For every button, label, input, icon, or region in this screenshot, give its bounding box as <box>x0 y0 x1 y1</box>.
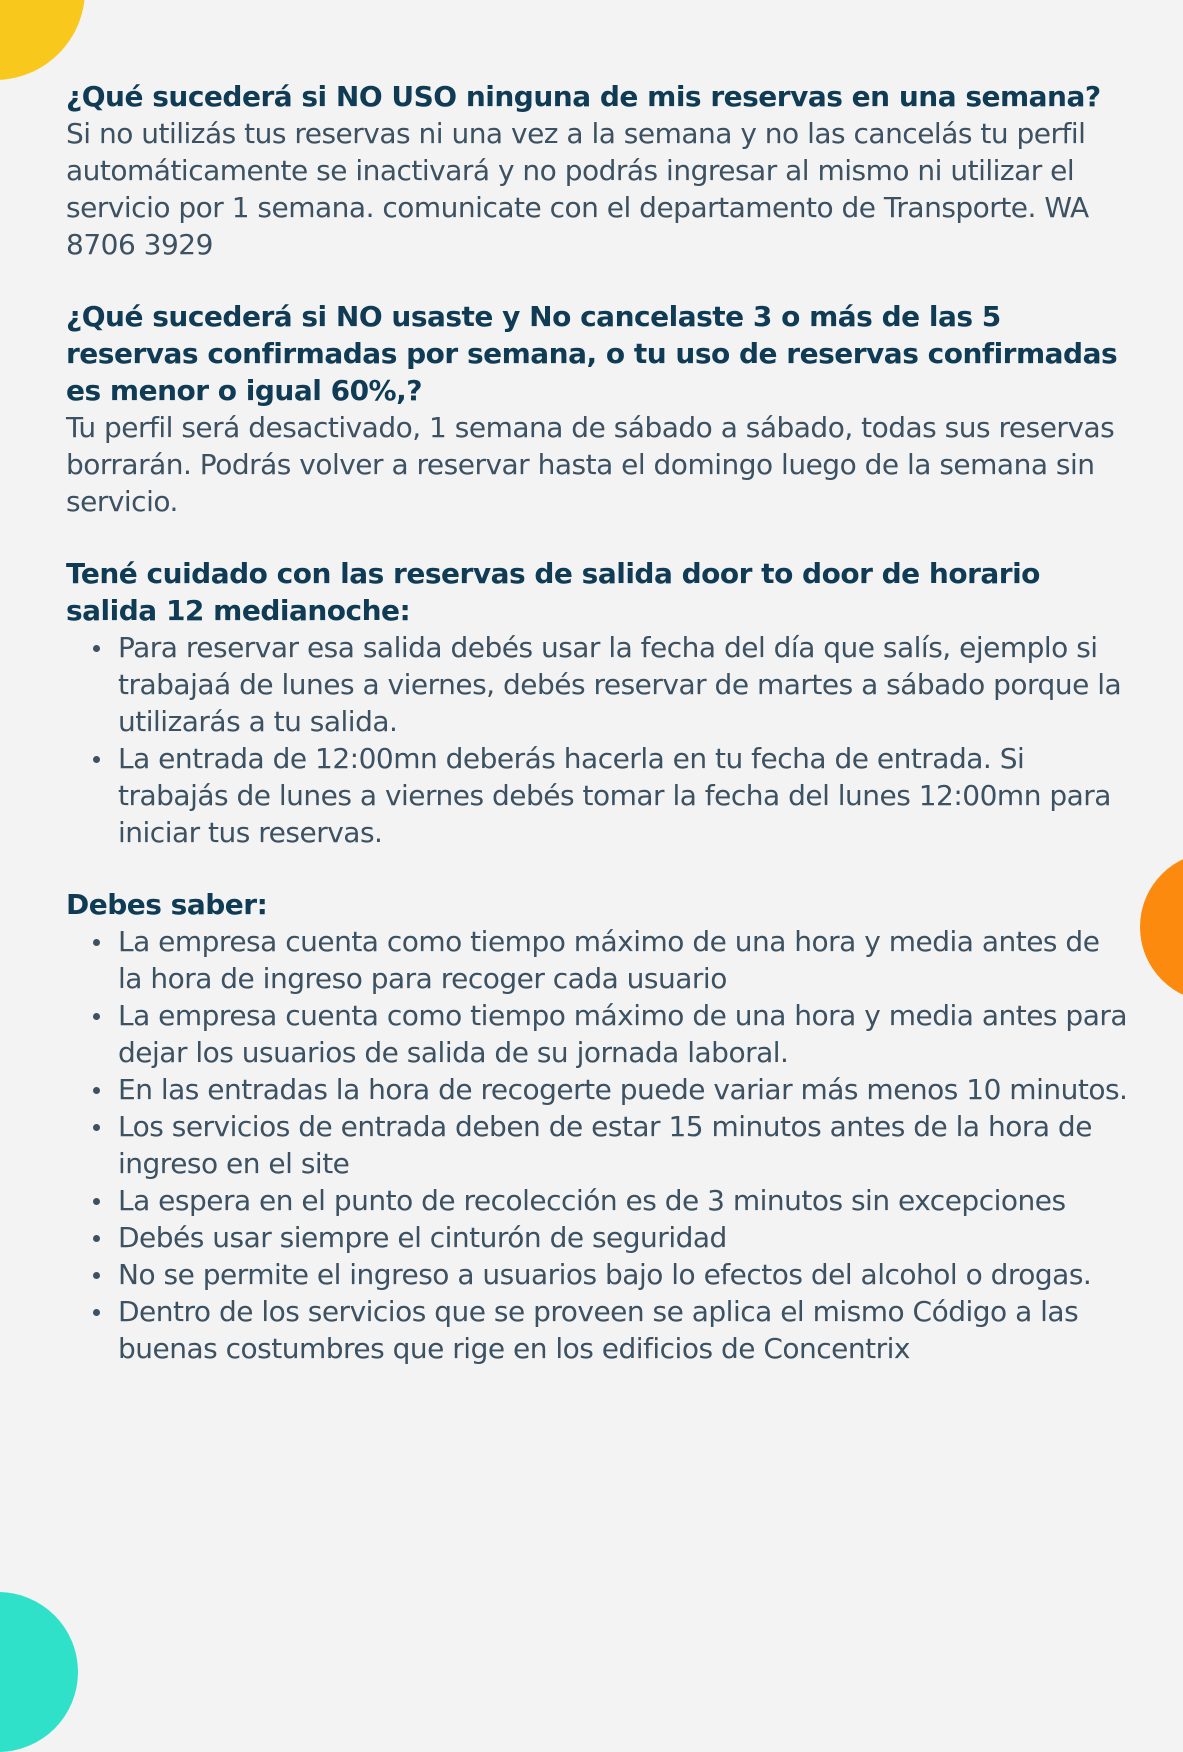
corner-decoration-orange <box>1140 852 1183 1002</box>
faq-section-midnight-exit <box>66 555 1128 851</box>
corner-decoration-yellow <box>0 0 85 80</box>
answer-text: Tu perfil será desactivado, 1 semana de sábado a sábado, todas sus reservas borrarán. Podrás volver a reservar hasta el domingo luego de la semana sin servicio. <box>66 411 1115 518</box>
list-item: Para reservar esa salida debés usar la fecha del día que salís, ejemplo si trabajaá de lunes a viernes, debés reservar de martes a sábado porque la utilizarás a tu salida. <box>66 629 1128 740</box>
answer-text: Si no utilizás tus reservas ni una vez a la semana y no las cancelás tu perfil automáticamente se inactivará y no podrás ingresar al mismo ni utilizar el servicio por 1 semana. comunicate con el departamento de Transporte. WA 8706 3929 <box>66 117 1089 261</box>
bullet-list <box>66 923 1128 1367</box>
question-heading: ¿Qué sucederá si NO USO ninguna de mis reservas en una semana? <box>66 80 1101 113</box>
list-item: No se permite el ingreso a usuarios bajo lo efectos del alcohol o drogas. <box>66 1256 1128 1293</box>
list-item: Dentro de los servicios que se proveen se aplica el mismo Código a las buenas costumbres que rige en los edificios de Concentrix <box>66 1293 1128 1367</box>
list-item: Debés usar siempre el cinturón de seguridad <box>66 1219 1128 1256</box>
list-item: Los servicios de entrada deben de estar 15 minutos antes de la hora de ingreso en el site <box>66 1108 1128 1182</box>
list-item: En las entradas la hora de recogerte puede variar más menos 10 minutos. <box>66 1071 1128 1108</box>
list-item: La espera en el punto de recolección es de 3 minutos sin excepciones <box>66 1182 1128 1219</box>
list-item: La empresa cuenta como tiempo máximo de una hora y media antes de la hora de ingreso para recoger cada usuario <box>66 923 1128 997</box>
bullet-list <box>66 629 1128 851</box>
list-item: La empresa cuenta como tiempo máximo de una hora y media antes para dejar los usuarios de salida de su jornada laboral. <box>66 997 1128 1071</box>
faq-section-must-know <box>66 886 1128 1367</box>
question-heading: Debes saber: <box>66 888 268 921</box>
question-heading: ¿Qué sucederá si NO usaste y No cancelaste 3 o más de las 5 reservas confirmadas por semana, o tu uso de reservas confirmadas es menor o igual 60%,? <box>66 300 1118 407</box>
question-heading: Tené cuidado con las reservas de salida door to door de horario salida 12 medianoche: <box>66 557 1040 627</box>
corner-decoration-teal <box>0 1592 78 1752</box>
faq-section-not-cancelled <box>66 298 1128 520</box>
faq-section-unused-reservations <box>66 78 1128 263</box>
document-content <box>66 78 1128 1402</box>
list-item: La entrada de 12:00mn deberás hacerla en tu fecha de entrada. Si trabajás de lunes a viernes debés tomar la fecha del lunes 12:00mn para iniciar tus reservas. <box>66 740 1128 851</box>
